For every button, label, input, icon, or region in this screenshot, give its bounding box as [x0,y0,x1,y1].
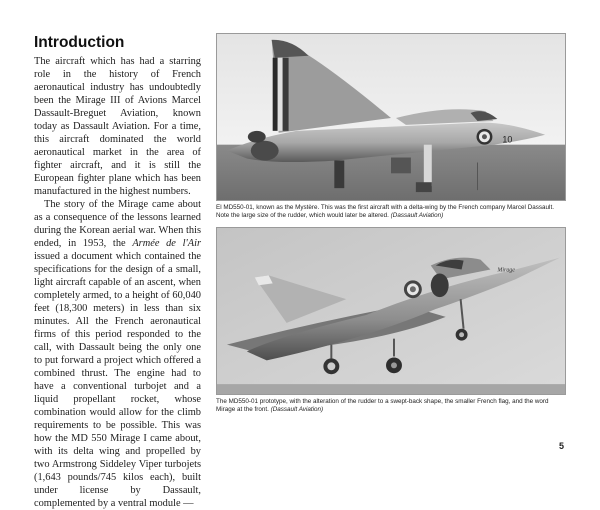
photo-mystere-parked [216,33,566,201]
section-heading: Introduction [34,34,125,51]
aircraft-photo-graphic [217,228,565,394]
text-column [34,34,201,510]
figure-2 [216,227,566,415]
body-paragraph-1: The aircraft which has had a starring role in the history of French aeronautical industry has undoubtedly been the Mirage III of Avions Marcel Dassault-Breguet Aviation, known today as Dassault Aviation. For a time, this aircraft dominated the world aeronautical market in the area of fighter aircraft, and it is still the European fighter plane which has been manufactured in the highest numbers. [34,56,201,197]
photo-prototype-in-flight [216,227,566,395]
caption-text: El MD550-01, known as the Mystère. This was the first aircraft with a delta-wing by the French company Marcel Dassault. Note the large size of the rudder, which would later be altered. [216,204,554,220]
figure-1 [216,33,566,221]
svg-text:Mirage: Mirage [497,267,515,274]
photo-credit: (Dassault Aviation) [390,212,444,220]
paragraph-text: The story of the Mirage came about as a consequence of the lessons learned during the Korean aerial war. When this ended, in 1953, the [34,199,201,249]
aircraft-photo-graphic [217,34,565,200]
body-paragraph-2 [34,198,201,510]
italic-term: Armée de l'Air [132,238,201,249]
caption-text: The MD550-01 prototype, with the alteration of the rudder to a swept-back shape, the smaller French flag, and the word Mirage at the front. [216,398,549,414]
photo-credit: (Dassault Aviation) [270,406,324,414]
paragraph-text: issued a document which contained the specifications for the design of a small, light aircraft capable of an ascent, when completely armed, to a height of 60,040 feet (18,300 meters) in less than six minutes. All the French aeronautical firms of this period responded to the call, with Dassault being the only one to put forward a project which offered a combined thrust. The engine had to have a conventional turbojet and a liquid propellant rocket, whose combination would allow for the climb requirements to be possible. This was how the MD 550 Mirage I came about, with its delta wing and propelled by two Armstrong Siddeley Viper turbojets (1,643 pounds/745 kilos each), built under license by Dassault, complemented by a ventral module — [34,251,201,509]
figure-2-caption [216,398,568,415]
page-number: 5 [559,441,565,451]
figure-1-caption [216,204,568,221]
svg-text:10: 10 [502,134,513,145]
